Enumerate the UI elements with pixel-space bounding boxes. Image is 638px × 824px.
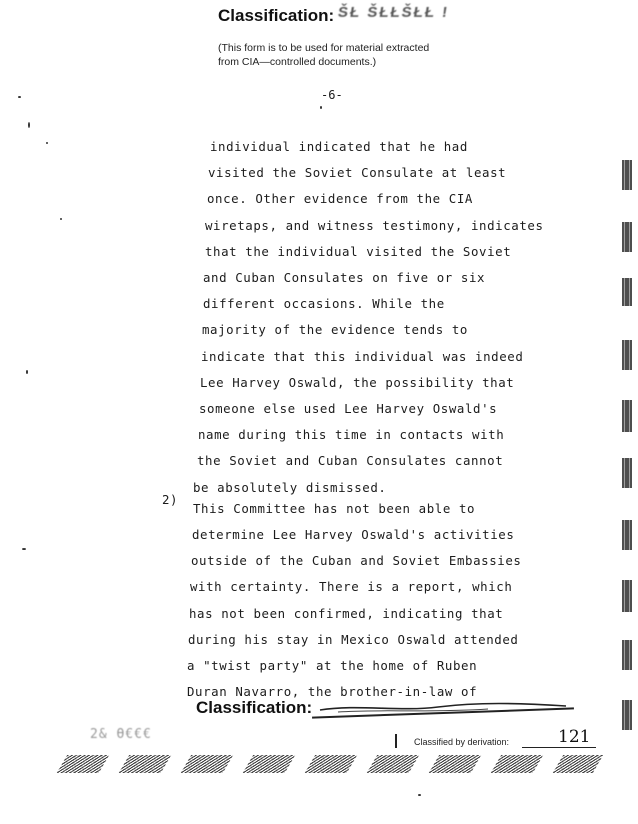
body-line: This Committee has not been able to — [193, 501, 476, 516]
speck — [320, 106, 322, 109]
edge-mark — [622, 278, 632, 306]
form-note-line-1: (This form is to be used for material extracted — [218, 42, 430, 54]
edge-mark — [622, 340, 632, 370]
body-line: name during this time in contacts with — [198, 427, 505, 442]
page-number: -6- — [321, 88, 343, 102]
body-line: individual indicated that he had — [210, 139, 468, 154]
classification-header: Classification: — [218, 6, 335, 25]
document-page-number: 121 — [558, 727, 591, 747]
edge-mark — [622, 520, 632, 550]
speck — [22, 548, 26, 550]
speck — [46, 142, 48, 144]
body-line: a "twist party" at the home of Ruben — [187, 658, 478, 673]
classified-by-label: Classified by derivation: — [414, 737, 510, 747]
body-line: the Soviet and Cuban Consulates cannot — [197, 453, 504, 468]
item-number: 2) — [162, 492, 179, 507]
body-line: different occasions. While the — [203, 296, 445, 311]
body-line: has not been confirmed, indicating that — [189, 606, 504, 621]
body-line: outside of the Cuban and Soviet Embassies — [191, 553, 522, 568]
hatch-mark — [491, 755, 543, 773]
body-line: someone else used Lee Harvey Oswald's — [199, 401, 498, 416]
body-line: indicate that this individual was indeed — [201, 349, 524, 364]
edge-mark — [622, 458, 632, 488]
body-line: Lee Harvey Oswald, the possibility that — [200, 375, 515, 390]
body-line: determine Lee Harvey Oswald's activities — [192, 527, 515, 542]
body-line: once. Other evidence from the CIA — [207, 191, 473, 206]
edge-mark — [622, 160, 632, 190]
speck — [18, 96, 21, 98]
body-line: wiretaps, and witness testimony, indicates — [205, 218, 544, 233]
hatch-mark — [119, 755, 171, 773]
body-line: be absolutely dismissed. — [193, 480, 387, 495]
body-line: with certainty. There is a report, which — [190, 579, 513, 594]
classification-footer: Classification: — [196, 698, 313, 717]
hatch-mark — [181, 755, 233, 773]
edge-mark — [622, 222, 632, 252]
edge-mark — [622, 700, 632, 730]
speck — [60, 218, 62, 220]
hatch-mark — [429, 755, 481, 773]
faded-document-number: 2& Ө€€€ — [90, 727, 152, 742]
footer-divider — [395, 734, 397, 748]
edge-mark — [622, 640, 632, 670]
hatch-mark — [553, 755, 603, 773]
body-line: during his stay in Mexico Oswald attended — [188, 632, 519, 647]
body-line: and Cuban Consulates on five or six — [203, 270, 486, 285]
form-note — [218, 41, 429, 69]
speck — [418, 794, 421, 796]
body-line: Duran Navarro, the brother-in-law of — [187, 684, 478, 699]
speck — [28, 122, 30, 128]
body-line: that the individual visited the Soviet — [205, 244, 512, 259]
hatch-mark — [305, 755, 357, 773]
derivation-underline — [522, 747, 596, 748]
edge-mark — [622, 400, 632, 432]
edge-mark — [622, 580, 632, 612]
body-line: visited the Soviet Consulate at least — [208, 165, 507, 180]
body-line: majority of the evidence tends to — [202, 322, 468, 337]
speck — [26, 370, 28, 374]
hatch-mark — [243, 755, 295, 773]
classification-stamp: ŠŁ ŠŁŁŠŁŁ ! — [336, 4, 451, 21]
hatch-mark — [367, 755, 419, 773]
form-note-line-2: from CIA—controlled documents.) — [218, 56, 377, 68]
hatch-mark — [57, 755, 109, 773]
